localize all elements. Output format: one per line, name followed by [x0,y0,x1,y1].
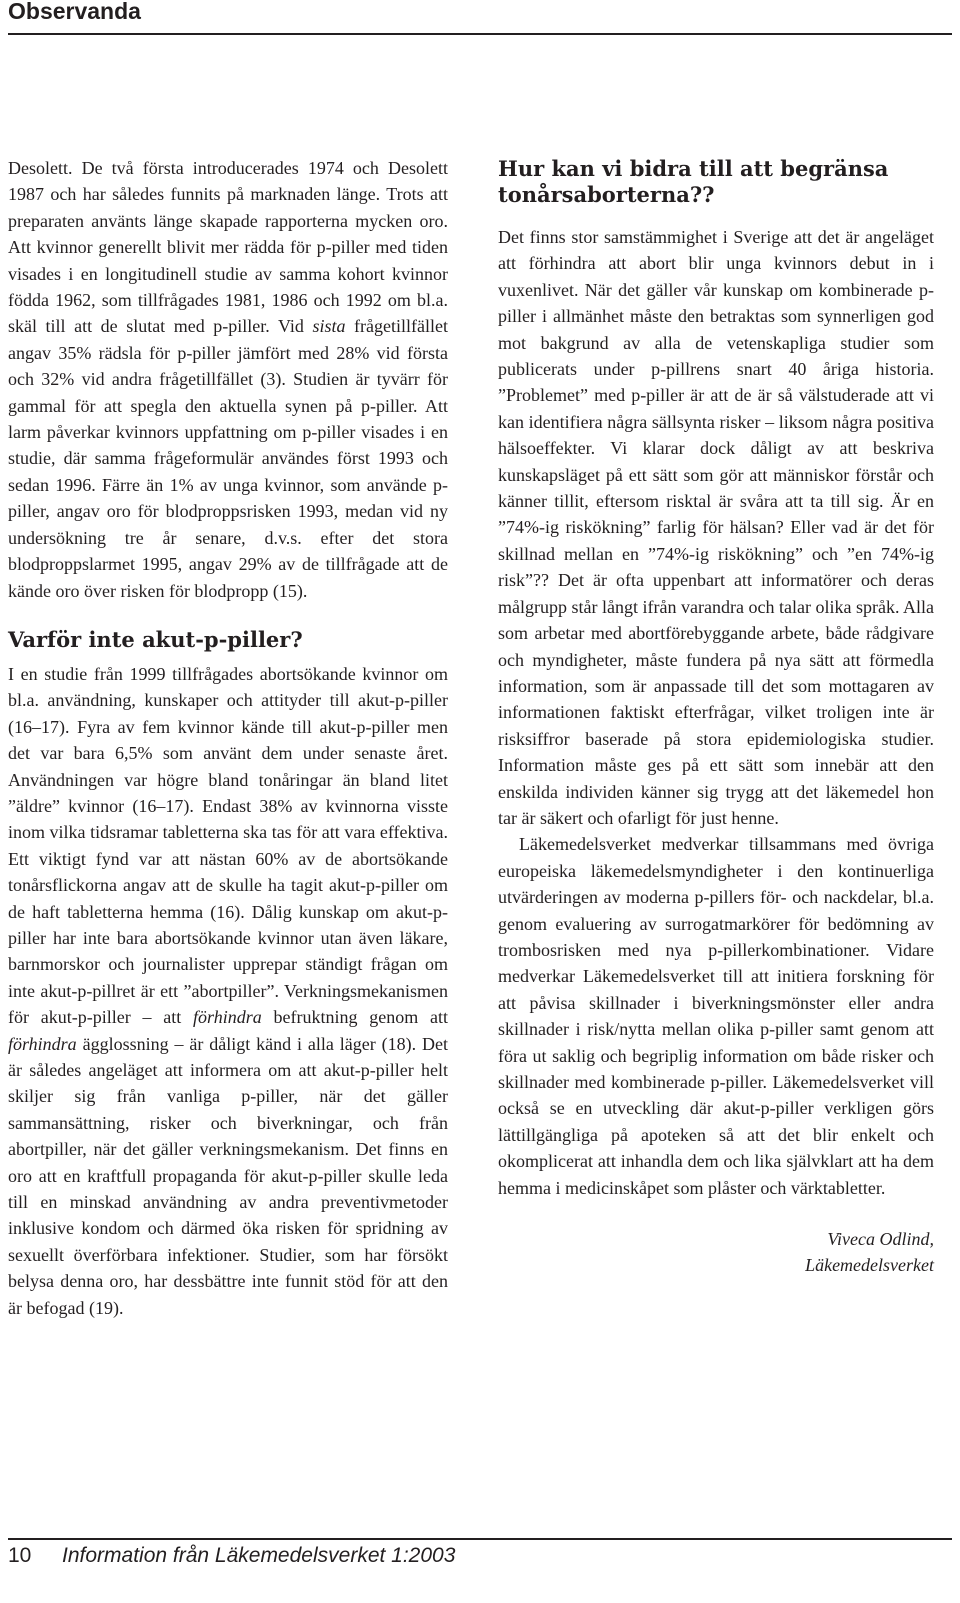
right-paragraph-2: Läkemedelsverket medverkar tillsammans med övriga europeiska läkemedelsmyndigheter i den kontinuerliga utvärderingen av moderna p-pillers för- och nackdelar, bl.a. genom evaluering av surrogatmarkörer för bedömning av trombosrisken med nya p-pillerkombinationer. Vidare medverkar Läkemedelsverket till att initiera forskning för att påvisa skillnader i biverkningsmönster eller andra skillnader i risk/nytta mellan olika p-piller samt genom att föra ut saklig och begriplig information om både risker och skillnader med kombinerade p-piller. Läkemedelsverket vill också se en utveckling där akut-p-piller verkligen görs lättillgängliga på apoteken så att det blir enkelt och okomplicerat att inhandla dem och lika självklart att ha dem hemma i medicinskåpet som plåster och värktabletter. [498,834,934,1198]
publication-name: Information från Läkemedelsverket 1:2003 [62,1544,456,1567]
author-organization: Läkemedelsverket [805,1255,934,1276]
page-footer [8,1544,455,1568]
header-divider [8,33,952,35]
left-column [8,155,448,1321]
footer-divider [8,1538,952,1540]
author-signature [498,1226,934,1279]
section-heading-akut-p-piller: Varför inte akut-p-piller? [8,626,303,652]
section-heading-tonarsaborter: Hur kan vi bidra till att begränsa tonårsaborterna?? [498,156,889,207]
page-number: 10 [8,1544,32,1567]
author-name: Viveca Odlind, [827,1229,934,1250]
right-paragraph-1: Det finns stor samstämmighet i Sverige att det är angeläget att förhindra att abort blir unga kvinnors debut in i vuxenlivet. När det gäller vår kunskap om kombinerade p-piller i allmänhet måste den betraktas som synnerligen god mot bakgrund av alla de vetenskapliga studier som publicerats under p-pillrens snart 40 åriga historia. ”Problemet” med p-piller är att de är så välstuderade att vi kan identifiera några sällsynta risker – liksom några positiva hälsoeffekter. Vi klarar dock dåligt av att beskriva kunskapsläget på ett sätt som gör att människor förstår och känner tillit, eftersom risktal är svåra att ta till sig. Är en ”74%-ig riskökning” farlig för hälsan? Eller vad är det för skillnad mellan en ”74%-ig riskökning” och ”en 74%-ig risk”?? Det är ofta uppenbart att informatörer och deras målgrupp står långt ifrån varandra och talar olika språk. Alla som arbetar med abortförebyggande arbete, både rådgivare och myndigheter, måste fundera på nya sätt att förmedla information, som är anpassade till det som mottagaren av informationen faktiskt efterfrågar, vilket troligen inte är risksiffror baserade på stora epidemiologiska studier. Information måste ges på ett sätt som innebär att den enskilda individen känner sig trygg att det läkemedel hon tar är säkert och ofarligt för just henne. [498,227,934,828]
section-title: Observanda [8,0,141,24]
left-paragraph-2: I en studie från 1999 tillfrågades abortsökande kvinnor om bl.a. användning, kunskaper och attityder till akut-p-piller (16–17). Fyra av fem kvinnor kände till akut-p-piller men det var bara 6,5% som använt dem under senaste året. Användningen var högre bland tonåringar än bland litet ”äldre” kvinnor (16–17). Endast 38% av kvinnorna visste inom vilka tidsramar tabletterna ska tas för att vara effektiva. Ett viktigt fynd var att nästan 60% av de abortsökande tonårsflickorna angav att de skulle ha tagit akut-p-piller om de haft tabletterna hemma (16). Dålig kunskap om akut-p-piller har inte bara abortsökande kvinnor utan även läkare, barnmorskor och journalister upprepar ständigt frågan om inte akut-p-pillret är ett ”abortpiller”. Verkningsmekanismen för akut-p-piller – att förhindra befruktning genom att förhindra ägglossning – är dåligt känd i alla läger (18). Det är således angeläget att informera om att akut-p-piller helt skiljer sig från vanliga p-piller, när det gäller sammansättning, risker och biverkningar, och från abortpiller, när det gäller verkningsmekanism. Det finns en oro att en kraftfull propaganda för akut-p-piller skulle leda till en minskad användning av andra preventivmetoder inklusive kondom och därmed öka risken för spridning av sexuellt överförbara infektioner. Studier, som har försökt belysa denna oro, har dessbättre inte funnit stöd för att den är befogad (19). [8,663,448,1318]
right-column [498,155,934,1279]
left-paragraph-1: Desolett. De två första introducerades 1974 och Desolett 1987 och har således funnits på marknaden länge. Trots att preparaten använts länge skapade rapporterna mycken oro. Att kvinnor generellt blivit mer rädda för p-piller med tiden visades i en longitudinell studie av samma kohort kvinnor födda 1962, som tillfrågades 1981, 1986 och 1992 om bl.a. skäl till att de slutat med p-piller. Vid sista frågetillfället angav 35% rädsla för p-piller jämfört med 28% vid första och 32% vid andra frågetillfället (3). Studien är tyvärr för gammal för att spegla den aktuella synen på p-piller. Att larm påverkar kvinnors uppfattning om p-piller visades i en studie, där samma frågeformulär användes först 1993 och sedan 1996. Färre än 1% av unga kvinnor, som använde p-piller, angav oro för blodproppsrisken 1993, medan vid ny undersökning tre år senare, d.v.s. efter det stora blodproppslarmet 1995, angav 29% av de tillfrågade att de kände oro över risken för blodpropp (15). [8,158,448,601]
